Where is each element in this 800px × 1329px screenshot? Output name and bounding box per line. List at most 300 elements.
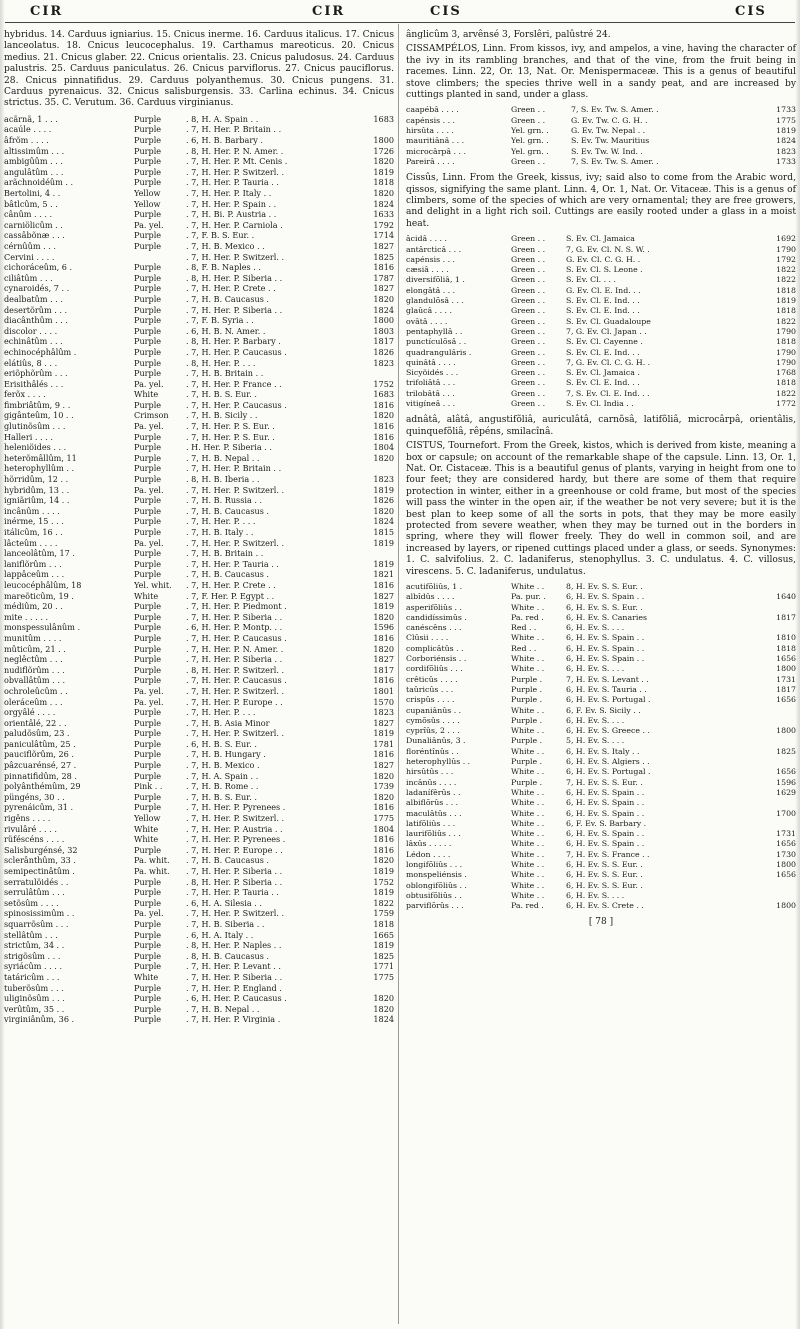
table-row: [4, 358, 394, 369]
flower-colour: White . .: [511, 787, 545, 797]
table-row: [406, 126, 796, 136]
table-row: [4, 305, 394, 316]
species-name: ambigûûm . . .: [4, 156, 63, 167]
habit-and-origin: 6, H. Ev. S. Spain . .: [566, 643, 645, 653]
table-row: [4, 930, 394, 941]
habit-and-origin: . 7, H. Her. P. Switzerl. .: [186, 484, 285, 495]
year-introduced: 1656: [776, 870, 796, 880]
year-introduced: 1800: [776, 901, 796, 911]
species-name: Cervini . . . .: [4, 251, 55, 262]
table-row: [4, 866, 394, 877]
habit-and-origin: . 7, H. B. Britain . .: [186, 548, 264, 559]
flower-colour: Purple .: [511, 684, 543, 694]
year-introduced: [760, 798, 796, 808]
year-introduced: 1700: [776, 808, 796, 818]
habit-and-origin: . 7, H. B. Hungary .: [186, 749, 266, 760]
habit-and-origin: . 6, H. B. Barbary .: [186, 135, 263, 146]
flower-colour: Purple: [134, 346, 162, 357]
flower-colour: Purple: [134, 654, 162, 665]
species-name: pentaphyllâ . .: [406, 326, 463, 336]
table-row: [406, 767, 796, 777]
species-name: mareõticûm, 19 .: [4, 590, 74, 601]
table-row: [4, 813, 394, 824]
species-name: setõsûm . . . .: [4, 897, 59, 908]
flower-colour: Purple: [134, 230, 162, 241]
habit-and-origin: 6, H. Ev. S. Spain . .: [566, 829, 645, 839]
flower-colour: Purple: [134, 1003, 162, 1014]
table-row: [4, 283, 394, 294]
year-introduced: 1825: [373, 251, 394, 262]
table-row: [4, 622, 394, 633]
flower-colour: Purple: [134, 632, 162, 643]
table-row: [406, 706, 796, 716]
right-column: [406, 30, 796, 927]
habit-and-origin: . 6, H. A. Silesia . .: [186, 897, 263, 908]
species-name: cæsiâ . . . .: [406, 265, 449, 275]
flower-colour: Pa. red .: [511, 612, 544, 622]
species-name: lâcteûm . . . .: [4, 537, 58, 548]
flower-colour: Purple: [134, 336, 162, 347]
year-introduced: 1800: [776, 860, 796, 869]
species-name: microcârpâ . . .: [406, 146, 466, 156]
habit-and-origin: 6, H. Ev. S. Spain . .: [566, 808, 645, 818]
flower-colour: Purple: [134, 558, 162, 569]
species-name: paludõsûm, 23 .: [4, 728, 70, 739]
flower-colour: Purple: [134, 950, 162, 961]
habit-and-origin: . 6, H. B. S. Eur. .: [186, 738, 257, 749]
table-row: [406, 337, 796, 347]
year-introduced: 1819: [373, 166, 394, 177]
year-introduced: 1665: [373, 929, 394, 940]
flower-colour: Pink . .: [134, 781, 163, 792]
habit-and-origin: 6, H. Ev. S. Spain . .: [566, 654, 645, 664]
cissus-description: Cissûs, Linn. From the Greek, kissus, ivy; said also to come from the Arabic word, qissos, signifying the same plant. Linn. 4, Or. 1, Nat. Or. Vitaceæ. This is a genus of climbers, some of the species of which are very ornamental; they are free growers, and delight in a light rich soil. Cuttings are easily rooted under a glass in a moist heat.: [406, 173, 796, 229]
year-introduced: 1596: [373, 622, 394, 633]
year-introduced: 1820: [373, 993, 394, 1004]
flower-colour: Pa. yel.: [134, 685, 164, 696]
flower-colour: Green . .: [511, 115, 546, 125]
table-row: [4, 336, 394, 347]
year-introduced: 1816: [373, 579, 394, 590]
year-introduced: 1714: [373, 230, 394, 241]
habit-and-origin: . 7, H. Her. P. Tauria . .: [186, 177, 279, 188]
table-row: [4, 495, 394, 506]
habit-and-origin: . 7, H. Bi. P. Austria . .: [186, 209, 277, 220]
flower-colour: Yellow: [134, 198, 161, 209]
habit-and-origin: . 7, H. Her. P. Switzerl. .: [186, 728, 285, 739]
flower-colour: Purple: [134, 1014, 162, 1025]
table-row: [4, 972, 394, 983]
flower-colour: Purple: [134, 929, 162, 940]
table-row: [406, 623, 796, 633]
table-row: [4, 601, 394, 612]
year-introduced: 1827: [373, 654, 394, 665]
flower-colour: White . .: [511, 808, 545, 818]
habit-and-origin: . 7, H. Her. P. Europe . .: [186, 844, 283, 855]
species-name: carniölicûm . .: [4, 219, 63, 230]
table-row: [4, 527, 394, 538]
table-row: [4, 379, 394, 390]
cirsium-synonyms-end: ânglicûm 3, arvênsé 3, Forslêri, palûstré 24.: [406, 30, 611, 40]
species-name: monspessulânûm .: [4, 622, 81, 633]
flower-colour: Purple: [134, 961, 162, 972]
flower-colour: Green . .: [511, 265, 546, 275]
flower-colour: Green . .: [511, 388, 546, 398]
habit-and-origin: . 7, H. B. Mexico . .: [186, 240, 265, 251]
year-introduced: 1570: [373, 696, 394, 707]
habit-and-origin: . 8, F. B. Naples . .: [186, 262, 261, 273]
habit-and-origin: S. Ev. Cl. E. Ind. . .: [566, 347, 640, 357]
species-name: capénsis . . .: [406, 115, 456, 125]
table-row: [406, 829, 796, 839]
habit-and-origin: 6, H. Ev. S. Algiers . .: [566, 757, 650, 767]
table-row: [4, 855, 394, 866]
table-row: [4, 845, 394, 856]
table-row: [406, 157, 796, 167]
species-name: oblongifõliûs . .: [406, 880, 467, 890]
species-name: inérme, 15 . . .: [4, 516, 64, 527]
species-name: neglêctûm . . .: [4, 654, 63, 665]
habit-and-origin: . 7, H. Her. P. . . .: [186, 707, 256, 718]
table-row: [4, 124, 394, 135]
species-name: parviflõrûs . . .: [406, 901, 464, 911]
species-name: pinnatifidûm, 28 .: [4, 770, 77, 781]
year-introduced: 1656: [776, 839, 796, 849]
species-name: glandulõsâ . . .: [406, 296, 464, 306]
habit-and-origin: 7, H. Ev. S. Levant . .: [566, 674, 649, 684]
habit-and-origin: . 7, H. B. Caucasus .: [186, 293, 269, 304]
flower-colour: Yellow: [134, 188, 161, 198]
table-row: [406, 603, 796, 613]
table-row: [4, 368, 394, 379]
table-row: [4, 908, 394, 919]
habit-and-origin: G. Ev. Cl. C. G. H. .: [566, 254, 641, 264]
habit-and-origin: . 7, H. Her. P. Caucasus .: [186, 346, 287, 357]
flower-colour: Purple: [134, 749, 162, 760]
year-introduced: [760, 716, 796, 726]
species-name: paniculâtûm, 25 .: [4, 738, 76, 749]
habit-and-origin: 6, H. Ev. S. Greece . .: [566, 726, 650, 736]
species-name: serratulöidés . .: [4, 876, 69, 887]
flower-colour: [134, 252, 186, 263]
flower-colour: Purple: [134, 357, 162, 368]
flower-colour: Pa. pur. .: [511, 592, 546, 602]
flower-colour: Purple: [134, 897, 162, 908]
table-row: [4, 146, 394, 157]
habit-and-origin: 6, F. Ev. S. Barbary .: [566, 818, 647, 828]
table-row: [4, 326, 394, 337]
year-introduced: [356, 983, 394, 994]
habit-and-origin: 6, H. Ev. S. S. Eur. .: [566, 860, 643, 869]
habit-and-origin: . 7, H. Her. P. Italy . .: [186, 188, 272, 198]
year-introduced: 1818: [776, 285, 796, 295]
habit-and-origin: . 7, H. Her. P. . . .: [186, 516, 256, 527]
year-introduced: 1827: [373, 283, 394, 294]
table-row: [406, 296, 796, 306]
species-name: mite . . . . .: [4, 611, 49, 622]
year-introduced: [356, 548, 394, 559]
habit-and-origin: . H. Her. P. Siberia . .: [186, 442, 272, 453]
species-name: incânûs . . . .: [406, 777, 457, 787]
table-row: [406, 901, 796, 911]
year-introduced: 1819: [776, 126, 796, 136]
habit-and-origin: S. Ev. Tw. Mauritius: [571, 136, 650, 146]
habit-and-origin: . 7, H. Her. P. Virginia .: [186, 1014, 281, 1025]
year-introduced: 1726: [373, 145, 394, 156]
table-row: [406, 275, 796, 285]
species-name: monspeliénsis .: [406, 870, 467, 880]
habit-and-origin: . 7, H. Her. P. Siberia . .: [186, 304, 283, 315]
table-row: [4, 453, 394, 464]
table-row: [4, 177, 394, 188]
year-introduced: 1656: [776, 695, 796, 705]
table-row: [406, 726, 796, 736]
flower-colour: Purple: [134, 876, 162, 887]
table-row: [4, 506, 394, 517]
habit-and-origin: 7, H. Ev. S. France . .: [566, 849, 650, 859]
table-row: [4, 824, 394, 835]
species-name: trilobâtâ . . .: [406, 388, 455, 398]
year-introduced: 1825: [373, 950, 394, 961]
year-introduced: 1815: [373, 527, 394, 537]
table-row: [4, 781, 394, 792]
habit-and-origin: . 8, H. B. Caucasus .: [186, 950, 269, 961]
flower-colour: Yel. grn. .: [511, 146, 549, 156]
table-row: [406, 809, 796, 819]
flower-colour: Pa. yel.: [134, 696, 164, 707]
habit-and-origin: . 7, H. Her. P. Siberia . .: [186, 611, 283, 622]
table-row: [4, 665, 394, 676]
species-name: acutifõliûs, 1 .: [406, 581, 463, 591]
flower-colour: Purple: [134, 707, 162, 718]
table-row: [4, 241, 394, 252]
year-introduced: 1692: [776, 234, 796, 244]
species-name: ochroleûcûm . .: [4, 685, 68, 696]
species-name: heterophyllûs . .: [406, 757, 471, 767]
flower-colour: Purple: [134, 113, 162, 124]
table-row: [406, 255, 796, 265]
year-introduced: 1656: [776, 767, 796, 777]
flower-colour: Purple: [134, 527, 162, 537]
year-introduced: 1825: [776, 746, 796, 756]
species-name: rüféscéns . . . .: [4, 834, 65, 845]
flower-colour: Purple: [134, 569, 162, 580]
table-row: [4, 749, 394, 760]
flower-colour: Green . .: [511, 368, 546, 378]
habit-and-origin: . 7, H. Her. P. Spain . .: [186, 198, 277, 209]
species-name: igniãriûm, 14 . .: [4, 495, 70, 506]
flower-colour: Purple: [134, 240, 162, 251]
cirsium-species-table: [4, 114, 394, 1025]
flower-colour: Purple .: [511, 674, 543, 684]
flower-colour: White . .: [511, 581, 545, 591]
species-name: laniflõrûm . . .: [4, 558, 62, 569]
table-row: [4, 188, 394, 199]
year-introduced: 1823: [373, 357, 394, 368]
species-name: hörridûm, 12 . .: [4, 474, 69, 485]
habit-and-origin: . 7, H. B. S. Eur. .: [186, 389, 257, 400]
habit-and-origin: 7, G. Ev. Cl. N. S. W. .: [566, 244, 650, 254]
table-row: [406, 716, 796, 726]
habit-and-origin: 7, S. Ev. Tw. S. Amer. .: [571, 105, 659, 115]
year-introduced: 1792: [776, 254, 796, 264]
habit-and-origin: 7, S. Ev. Tw. S. Amer. .: [571, 156, 659, 166]
table-row: [4, 993, 394, 1004]
species-name: püngéns, 30 . .: [4, 791, 65, 802]
flower-colour: Purple: [134, 738, 162, 749]
table-row: [406, 592, 796, 602]
habit-and-origin: . 6, H. Her. P. Montp. . .: [186, 622, 283, 633]
habit-and-origin: 7, G. Ev. Cl. Japan . .: [566, 326, 647, 336]
species-name: Dunaliânûs, 3 .: [406, 736, 466, 746]
table-row: [406, 654, 796, 664]
year-introduced: 1819: [373, 601, 394, 612]
species-name: serrulâtûm . . .: [4, 887, 65, 898]
flower-colour: White . .: [511, 870, 545, 880]
cissampelos-species-table: [406, 105, 796, 167]
year-introduced: 1827: [373, 590, 394, 601]
flower-colour: Pa. whit.: [134, 866, 170, 876]
year-introduced: 1804: [373, 823, 394, 834]
year-introduced: 1801: [373, 685, 394, 696]
header-word-2: CIR: [312, 4, 346, 19]
habit-and-origin: . 7, H. Her. P. Britain . .: [186, 124, 282, 135]
table-row: [4, 114, 394, 125]
species-name: vitigíneâ . . .: [406, 399, 456, 408]
table-row: [406, 389, 796, 399]
species-name: latifõliûs . . .: [406, 818, 456, 828]
habit-and-origin: . 7, H. Her. P. Tauria . .: [186, 558, 279, 569]
flower-colour: Green . .: [511, 357, 546, 367]
habit-and-origin: . 7, H. B. S. Eur. .: [186, 791, 257, 802]
year-introduced: 1822: [776, 275, 796, 285]
year-introduced: 1824: [373, 1014, 394, 1025]
species-name: âfrõm . . . .: [4, 135, 49, 146]
year-introduced: 1824: [373, 198, 394, 209]
table-row: [4, 675, 394, 686]
species-name: canéscêns . . .: [406, 623, 462, 633]
flower-colour: Purple: [134, 728, 162, 739]
table-row: [406, 685, 796, 695]
flower-colour: Purple: [134, 283, 162, 294]
year-introduced: 1816: [373, 421, 394, 432]
flower-colour: Pa. yel.: [134, 219, 164, 230]
year-introduced: [760, 736, 796, 746]
flower-colour: Purple: [134, 791, 162, 802]
habit-and-origin: . 6, H. Her. P. Caucasus .: [186, 993, 287, 1004]
habit-and-origin: 7, G. Ev. Cl. C. G. H. .: [566, 357, 651, 367]
table-row: [4, 156, 394, 167]
species-name: heterophyllûm . .: [4, 463, 75, 474]
year-introduced: 1800: [373, 135, 394, 146]
table-row: [406, 368, 796, 378]
table-row: [4, 1014, 394, 1025]
species-name: hirsûtûs . . .: [406, 767, 454, 777]
habit-and-origin: . 7, H. Her. P. Switzerl. .: [186, 251, 285, 262]
flower-colour: Green . .: [511, 347, 546, 357]
habit-and-origin: . 8, H. Her. P. N. Amer. .: [186, 145, 284, 156]
species-name: heterõmâllûm, 11: [4, 452, 77, 463]
flower-colour: White . .: [511, 829, 545, 839]
table-row: [4, 463, 394, 474]
species-name: cichoráceûm, 6 .: [4, 262, 73, 273]
habit-and-origin: S. Ev. Tw. W. Ind. .: [571, 146, 643, 156]
species-name: bâtlcûm, 5 . .: [4, 198, 58, 209]
table-row: [4, 802, 394, 813]
species-name: hirsûta . . . .: [406, 126, 454, 136]
habit-and-origin: . 7, H. Her. P. Piedmont .: [186, 601, 287, 612]
species-name: asperifõliûs . .: [406, 602, 462, 612]
table-row: [4, 315, 394, 326]
table-row: [4, 718, 394, 729]
species-name: itálicûm, 16 . .: [4, 527, 63, 537]
species-name: glutinõsûm . . .: [4, 421, 66, 432]
year-introduced: 1730: [776, 849, 796, 859]
year-introduced: 1731: [776, 674, 796, 684]
year-introduced: 1804: [373, 442, 394, 453]
year-introduced: 1787: [373, 272, 394, 283]
flower-colour: Purple: [134, 463, 162, 474]
species-name: cérnûûm . . .: [4, 240, 56, 251]
flower-colour: Purple: [134, 474, 162, 485]
habit-and-origin: 6, H. Ev. S. Crete . .: [566, 901, 644, 911]
habit-and-origin: . 7, H. Her. P. Caucasus .: [186, 399, 287, 410]
year-introduced: 1759: [373, 908, 394, 919]
habit-and-origin: . 7, F. Her. P. Egypt . .: [186, 590, 275, 601]
flower-colour: White . .: [511, 880, 545, 890]
flower-colour: White: [134, 834, 159, 845]
flower-colour: Green . .: [511, 105, 546, 115]
species-name: virginiânûm, 36 .: [4, 1014, 75, 1025]
year-introduced: 1596: [776, 777, 796, 787]
habit-and-origin: 6, H. Ev. S. Tauria . .: [566, 684, 647, 694]
species-name: stellâtûm . . .: [4, 929, 58, 940]
habit-and-origin: 6, H. Ev. S. Portugal .: [566, 695, 651, 705]
table-row: [4, 612, 394, 623]
table-row: [4, 1004, 394, 1015]
year-introduced: 1816: [373, 262, 394, 273]
species-name: Corboriénsis . .: [406, 654, 467, 664]
table-row: [4, 961, 394, 972]
cirsium-synonyms: hybridus. 14. Carduus igniarius. 15. Cnicus inerme. 16. Carduus italicus. 17. Cnicus lanceolatus. 18. Cnicus leucocephalus. 19. Carthamus mareoticus. 20. Cnicus medius. 21. Cnicus glaber. 22. Cnicus orientalis. 23. Cnicus paludosus. 24. Carduus palustris. 25. Carduus paniculatus. 26. Cnicus parviflorus. 27. Cnicus pauciflorus. 28. Cnicus pinnatifidus. 29. Carduus polyanthemus. 30. Cnicus pungens. 31. Carduus pyrenaicus. 32. Cnicus salisburgensis. 33. Carlina echinus. 34. Cnicus strictus. 35. C. Verutum. 36. Carduus virginianus.: [4, 30, 394, 109]
year-introduced: [356, 124, 394, 135]
flower-colour: White . .: [511, 818, 545, 828]
flower-colour: Purple: [134, 495, 162, 506]
habit-and-origin: S. Ev. Cl. Jamaica: [566, 234, 635, 244]
species-name: lappâceûm . . .: [4, 569, 65, 580]
habit-and-origin: . 7, H. B. Caucasus .: [186, 855, 269, 866]
species-name: acãrnã, 1 . . .: [4, 113, 58, 124]
species-name: laurifõliûs . . .: [406, 829, 461, 839]
species-name: complicâtûs . .: [406, 643, 464, 653]
flower-colour: White: [134, 389, 159, 400]
flower-colour: Purple: [134, 664, 162, 675]
flower-colour: White . .: [511, 767, 545, 777]
flower-colour: Purple: [134, 399, 162, 410]
year-introduced: 1822: [776, 265, 796, 275]
year-introduced: 1775: [373, 813, 394, 824]
flower-colour: White . .: [511, 654, 545, 664]
flower-colour: White: [134, 823, 159, 834]
habit-and-origin: . 7, H. Her. P. France . .: [186, 378, 282, 389]
year-introduced: 1818: [373, 177, 394, 188]
species-name: echinocéphâlûm .: [4, 346, 77, 357]
flower-colour: White: [134, 971, 159, 982]
year-introduced: 1771: [373, 961, 394, 972]
species-name: discolor . . . .: [4, 325, 58, 336]
year-introduced: 1820: [373, 156, 394, 167]
flower-colour: Purple: [134, 622, 162, 633]
